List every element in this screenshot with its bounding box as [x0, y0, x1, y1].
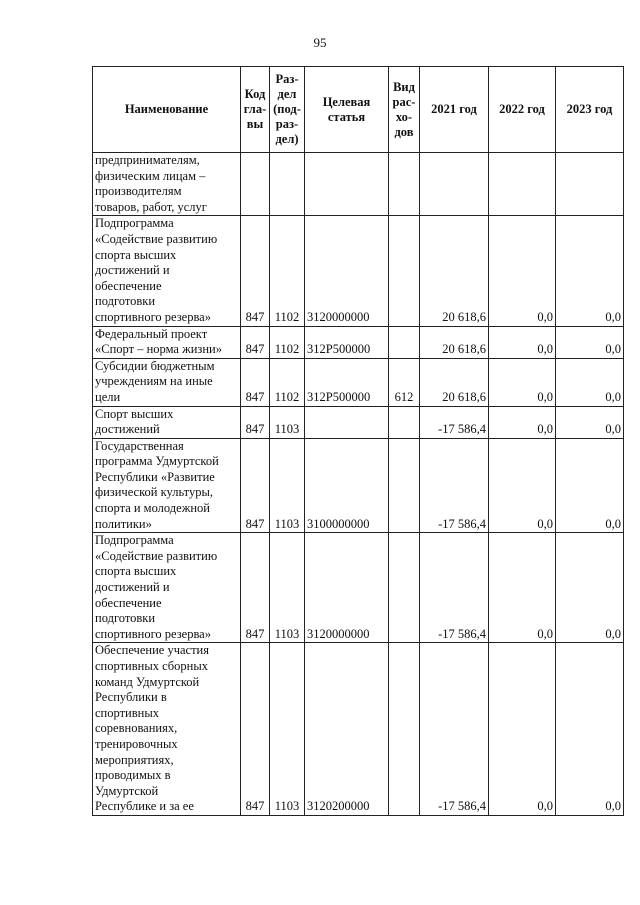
budget-table — [92, 66, 624, 816]
row-value-2022: 0,0 — [489, 643, 556, 816]
row-name: Обеспечение участия спортивных сборных команд Удмуртской Республики в спортивных соревнованиях, тренировочных мероприятиях, проводимых в Удмуртской Республике и за ее — [93, 643, 241, 816]
header-target-article: Целевая статья — [305, 67, 389, 153]
row-chapter-code: 847 — [241, 438, 270, 533]
row-value-2023: 0,0 — [556, 358, 624, 406]
row-value-2021 — [420, 153, 489, 216]
header-2021: 2021 год — [420, 67, 489, 153]
row-value-2021: 20 618,6 — [420, 326, 489, 358]
row-chapter-code: 847 — [241, 533, 270, 643]
table-header-row — [93, 67, 624, 153]
row-section — [270, 153, 305, 216]
row-expense-type — [389, 643, 420, 816]
row-value-2023: 0,0 — [556, 326, 624, 358]
table-row — [93, 358, 624, 406]
row-expense-type — [389, 533, 420, 643]
header-name: Наименование — [93, 67, 241, 153]
row-name: Федеральный проект «Спорт – норма жизни» — [93, 326, 241, 358]
row-value-2022: 0,0 — [489, 406, 556, 438]
table-row — [93, 216, 624, 326]
page-number: 95 — [313, 35, 327, 50]
row-section: 1102 — [270, 216, 305, 326]
row-value-2021: 20 618,6 — [420, 358, 489, 406]
row-expense-type — [389, 153, 420, 216]
row-chapter-code — [241, 153, 270, 216]
header-2023: 2023 год — [556, 67, 624, 153]
row-value-2021: -17 586,4 — [420, 643, 489, 816]
table-row — [93, 533, 624, 643]
row-name: Подпрограмма «Содействие развитию спорта высших достижений и обеспечение подготовки спортивного резерва» — [93, 533, 241, 643]
table-row — [93, 438, 624, 533]
row-section: 1103 — [270, 533, 305, 643]
row-name: Спорт высших достижений — [93, 406, 241, 438]
header-expense-type: Вид рас- хо- дов — [389, 67, 420, 153]
row-target-article: 312P500000 — [305, 358, 389, 406]
row-target-article: 3100000000 — [305, 438, 389, 533]
row-value-2023: 0,0 — [556, 406, 624, 438]
row-section: 1103 — [270, 406, 305, 438]
row-chapter-code: 847 — [241, 643, 270, 816]
table-row — [93, 406, 624, 438]
table-row — [93, 326, 624, 358]
row-target-article: 312P500000 — [305, 326, 389, 358]
row-chapter-code: 847 — [241, 326, 270, 358]
row-value-2023: 0,0 — [556, 533, 624, 643]
row-chapter-code: 847 — [241, 406, 270, 438]
row-section: 1102 — [270, 358, 305, 406]
row-target-article — [305, 406, 389, 438]
row-chapter-code: 847 — [241, 216, 270, 326]
row-value-2021: -17 586,4 — [420, 533, 489, 643]
row-value-2022: 0,0 — [489, 438, 556, 533]
row-section: 1103 — [270, 438, 305, 533]
row-name: Субсидии бюджетным учреждениям на иные цели — [93, 358, 241, 406]
header-2022: 2022 год — [489, 67, 556, 153]
row-value-2022 — [489, 153, 556, 216]
table-body — [93, 153, 624, 816]
row-target-article — [305, 153, 389, 216]
row-expense-type — [389, 438, 420, 533]
row-name: предпринимателям, физическим лицам – производителям товаров, работ, услуг — [93, 153, 241, 216]
row-section: 1103 — [270, 643, 305, 816]
table-row — [93, 153, 624, 216]
table-row — [93, 643, 624, 816]
row-value-2022: 0,0 — [489, 533, 556, 643]
row-value-2022: 0,0 — [489, 326, 556, 358]
row-value-2023: 0,0 — [556, 643, 624, 816]
row-expense-type: 612 — [389, 358, 420, 406]
row-expense-type — [389, 406, 420, 438]
row-target-article: 3120000000 — [305, 216, 389, 326]
header-section: Раз- дел (под- раз- дел) — [270, 67, 305, 153]
row-expense-type — [389, 216, 420, 326]
row-value-2021: -17 586,4 — [420, 438, 489, 533]
row-value-2022: 0,0 — [489, 358, 556, 406]
row-name: Государственная программа Удмуртской Республики «Развитие физической культуры, спорта и молодежной политики» — [93, 438, 241, 533]
row-value-2023: 0,0 — [556, 216, 624, 326]
row-expense-type — [389, 326, 420, 358]
row-target-article: 3120000000 — [305, 533, 389, 643]
row-value-2023 — [556, 153, 624, 216]
header-chapter-code: Код гла- вы — [241, 67, 270, 153]
row-section: 1102 — [270, 326, 305, 358]
row-chapter-code: 847 — [241, 358, 270, 406]
row-target-article: 3120200000 — [305, 643, 389, 816]
row-name: Подпрограмма «Содействие развитию спорта высших достижений и обеспечение подготовки спортивного резерва» — [93, 216, 241, 326]
row-value-2021: -17 586,4 — [420, 406, 489, 438]
row-value-2022: 0,0 — [489, 216, 556, 326]
row-value-2023: 0,0 — [556, 438, 624, 533]
row-value-2021: 20 618,6 — [420, 216, 489, 326]
